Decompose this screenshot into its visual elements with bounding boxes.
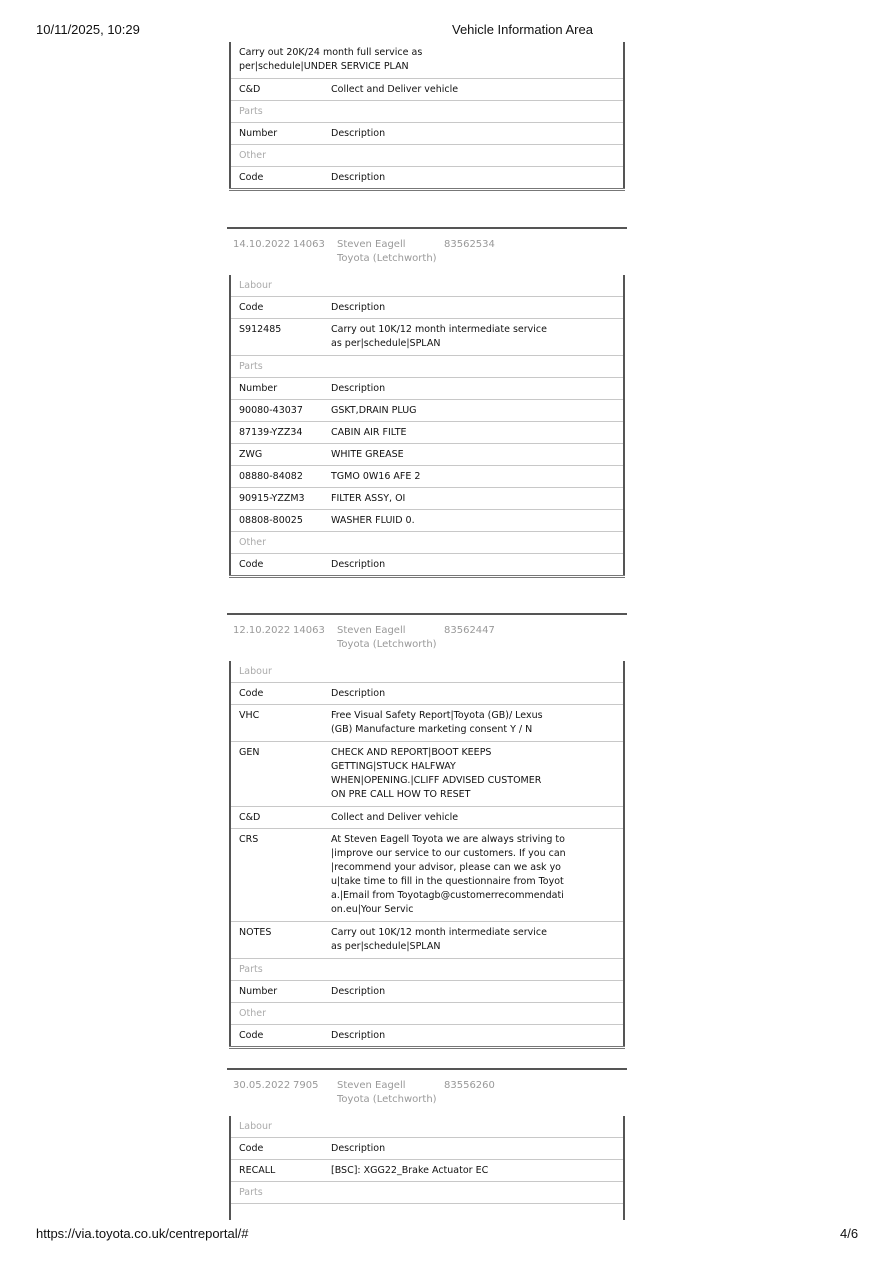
- job-table: [229, 275, 625, 578]
- column-header-row: [230, 1025, 624, 1048]
- section-label-other: Other: [230, 532, 624, 554]
- column-header-row: [231, 1138, 623, 1160]
- column-header-code: Code: [230, 1025, 323, 1048]
- column-header-description: Description: [323, 554, 624, 577]
- column-header-row: [230, 981, 624, 1003]
- part-number: 08808-80025: [230, 510, 323, 532]
- print-datetime: 10/11/2025, 10:29: [36, 22, 140, 37]
- part-description: TGMO 0W16 AFE 2: [323, 466, 624, 488]
- divider: [227, 613, 627, 615]
- column-header-row: [230, 123, 624, 145]
- table-row: [230, 79, 624, 101]
- service-block: [229, 275, 625, 578]
- visit-mileage: 7905: [293, 1080, 319, 1091]
- table-row: [230, 742, 624, 807]
- visit-reference: 83556260: [444, 1080, 495, 1091]
- table-row: [230, 42, 624, 79]
- visit-date: 30.05.2022: [233, 1080, 291, 1091]
- labour-description: Collect and Deliver vehicle: [323, 807, 624, 829]
- labour-code: VHC: [230, 705, 323, 742]
- part-number: 90915-YZZM3: [230, 488, 323, 510]
- part-description: WHITE GREASE: [323, 444, 624, 466]
- labour-code: C&D: [230, 79, 323, 101]
- labour-description: CHECK AND REPORT|BOOT KEEPS GETTING|STUCK HALFWAY WHEN|OPENING.|CLIFF ADVISED CUSTOMER ON PRE CALL HOW TO RESET: [323, 742, 624, 807]
- part-description: WASHER FLUID 0.: [323, 510, 624, 532]
- labour-code: C&D: [230, 807, 323, 829]
- section-label-labour: Labour: [230, 661, 624, 683]
- column-header-code: Code: [230, 167, 323, 190]
- visit-mileage: 14063: [293, 239, 325, 250]
- labour-description: Carry out 20K/24 month full service as per|schedule|UNDER SERVICE PLAN: [230, 42, 624, 79]
- visit-dealer: Steven Eagell Toyota (Letchworth): [337, 1080, 437, 1105]
- column-header-description: Description: [323, 683, 624, 705]
- part-number: 90080-43037: [230, 400, 323, 422]
- column-header-code: Code: [230, 554, 323, 577]
- table-row: [230, 829, 624, 922]
- part-description: FILTER ASSY, OI: [323, 488, 624, 510]
- column-header-row: [230, 297, 624, 319]
- visit-dealer: Steven Eagell Toyota (Letchworth): [337, 625, 437, 650]
- labour-description: [BSC]: XGG22_Brake Actuator EC: [323, 1160, 623, 1182]
- part-number: 08880-84082: [230, 466, 323, 488]
- labour-code: NOTES: [230, 922, 323, 959]
- visit-date: 14.10.2022: [233, 239, 291, 250]
- divider: [227, 1068, 627, 1070]
- labour-code: S912485: [230, 319, 323, 356]
- part-description: GSKT,DRAIN PLUG: [323, 400, 624, 422]
- labour-description: At Steven Eagell Toyota we are always striving to|improve our service to our customers. If you can|recommend your advisor, please can we ask you|take time to fill in the questionnaire from Toyota.|Email from Toyotagb@customerrecommendation.eu|Your Servic: [323, 829, 624, 922]
- column-header-code: Code: [230, 683, 323, 705]
- labour-code: GEN: [230, 742, 323, 807]
- service-block: [229, 1116, 625, 1220]
- visit-date: 12.10.2022: [233, 625, 291, 636]
- job-table: [229, 661, 625, 1049]
- section-label-parts: Parts: [230, 356, 624, 378]
- column-header-description: Description: [323, 167, 624, 190]
- section-label-other: Other: [230, 1003, 624, 1025]
- section-label-parts: Parts: [230, 101, 624, 123]
- visit-dealer: Steven Eagell Toyota (Letchworth): [337, 239, 437, 264]
- column-header-row: [230, 683, 624, 705]
- section-label-parts: Parts: [231, 1182, 623, 1204]
- labour-description: Carry out 10K/12 month intermediate service as per|schedule|SPLAN: [323, 922, 624, 959]
- table-row: [230, 807, 624, 829]
- section-label-other: Other: [230, 145, 624, 167]
- column-header-description: Description: [323, 297, 624, 319]
- part-number: 87139-YZZ34: [230, 422, 323, 444]
- part-number: ZWG: [230, 444, 323, 466]
- service-block: [229, 661, 625, 1049]
- labour-description: Free Visual Safety Report|Toyota (GB)/ Lexus (GB) Manufacture marketing consent Y / N: [323, 705, 624, 742]
- job-table: [231, 1116, 623, 1204]
- table-row: [230, 705, 624, 742]
- part-description: CABIN AIR FILTE: [323, 422, 624, 444]
- column-header-description: Description: [323, 981, 624, 1003]
- column-header-code: Code: [231, 1138, 323, 1160]
- section-label-parts: Parts: [230, 959, 624, 981]
- table-row: [230, 319, 624, 356]
- column-header-description: Description: [323, 378, 624, 400]
- service-block-continued: [229, 42, 625, 191]
- table-row: [230, 510, 624, 532]
- column-header-number: Number: [230, 378, 323, 400]
- labour-description: Collect and Deliver vehicle: [323, 79, 624, 101]
- table-row: [230, 444, 624, 466]
- column-header-number: Number: [230, 123, 323, 145]
- table-row: [230, 466, 624, 488]
- print-url: https://via.toyota.co.uk/centreportal/#: [36, 1226, 249, 1241]
- table-row: [230, 488, 624, 510]
- labour-description: Carry out 10K/12 month intermediate service as per|schedule|SPLAN: [323, 319, 624, 356]
- page-number: 4/6: [840, 1226, 859, 1241]
- divider: [227, 227, 627, 229]
- job-table: [229, 42, 625, 191]
- column-header-row: [230, 554, 624, 577]
- labour-code: RECALL: [231, 1160, 323, 1182]
- labour-code: CRS: [230, 829, 323, 922]
- column-header-description: Description: [323, 1025, 624, 1048]
- table-row: [230, 400, 624, 422]
- table-row: [231, 1160, 623, 1182]
- column-header-description: Description: [323, 123, 624, 145]
- section-label-labour: Labour: [231, 1116, 623, 1138]
- visit-reference: 83562447: [444, 625, 495, 636]
- table-row: [230, 922, 624, 959]
- column-header-row: [230, 167, 624, 190]
- table-row: [230, 422, 624, 444]
- column-header-row: [230, 378, 624, 400]
- visit-mileage: 14063: [293, 625, 325, 636]
- column-header-description: Description: [323, 1138, 623, 1160]
- visit-reference: 83562534: [444, 239, 495, 250]
- print-title: Vehicle Information Area: [452, 22, 593, 37]
- section-label-labour: Labour: [230, 275, 624, 297]
- column-header-number: Number: [230, 981, 323, 1003]
- column-header-code: Code: [230, 297, 323, 319]
